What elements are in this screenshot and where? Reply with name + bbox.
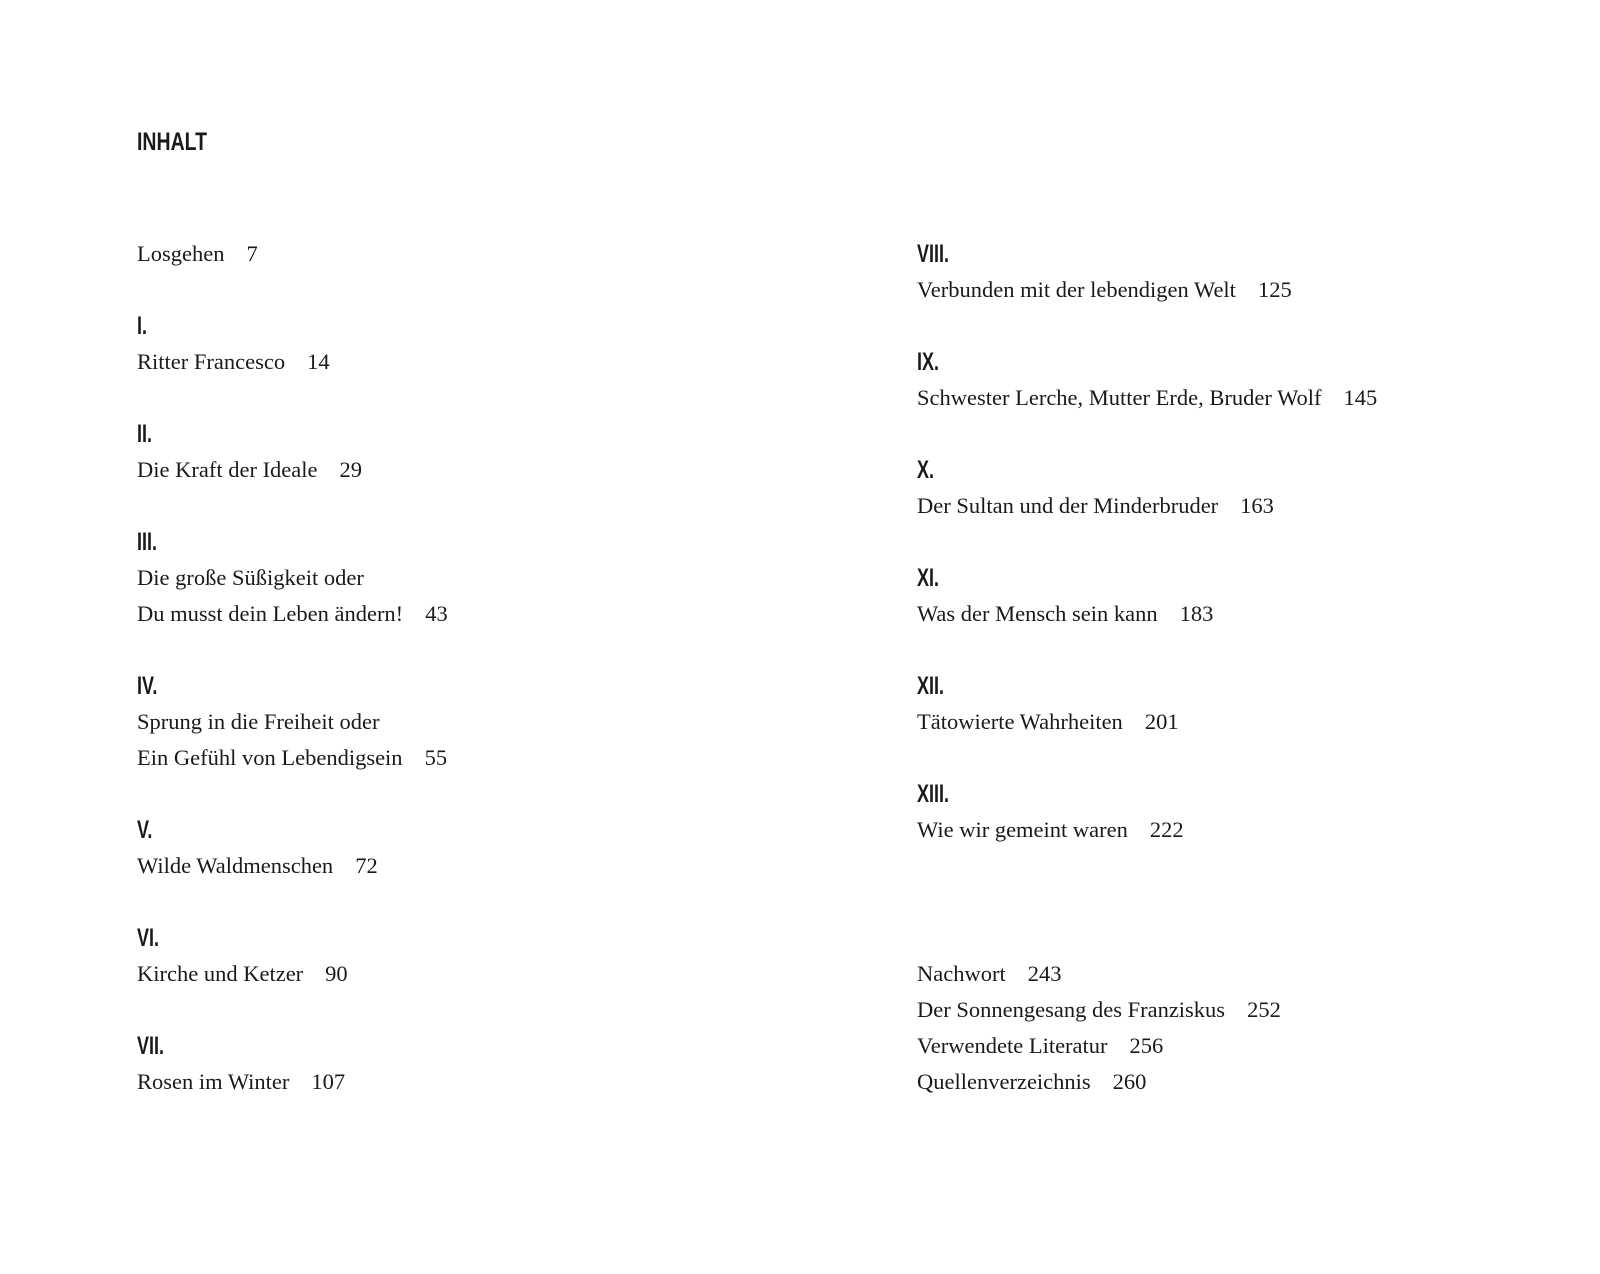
toc-entry-line (917, 704, 1179, 740)
toc-entry-line (137, 452, 362, 488)
toc-entry-line (137, 956, 348, 992)
toc-entry-line (137, 740, 447, 776)
chapter-title: Ein Gefühl von Lebendigsein (137, 745, 403, 770)
chapter-numeral: IX. (917, 348, 940, 376)
toc-entry-page: 7 (246, 241, 258, 266)
chapter-page: 43 (425, 601, 448, 626)
chapter-numeral: V. (137, 816, 153, 844)
toc-entry-line: Sprung in die Freiheit oder (137, 709, 380, 734)
appendix-page: 252 (1247, 997, 1281, 1022)
chapter-numeral: X. (917, 456, 935, 484)
appendix-entry (917, 992, 1281, 1028)
chapter-title: Der Sultan und der Minderbruder (917, 493, 1219, 518)
chapter-page: 90 (325, 961, 348, 986)
toc-chapter-3 (137, 524, 448, 632)
chapter-title: Tätowierte Wahrheiten (917, 709, 1123, 734)
chapter-page: 201 (1144, 709, 1179, 734)
chapter-page: 125 (1257, 277, 1292, 302)
chapter-numeral: IV. (137, 672, 158, 700)
toc-appendix (917, 956, 1281, 1100)
chapter-numeral: XII. (917, 672, 945, 700)
toc-chapter-11 (917, 560, 1213, 632)
toc-chapter-9 (917, 344, 1377, 416)
toc-entry-line (137, 344, 330, 380)
chapter-page: 55 (424, 745, 448, 770)
chapter-title: Wilde Waldmenschen (137, 853, 334, 878)
chapter-title: Schwester Lerche, Mutter Erde, Bruder Wolf (917, 385, 1322, 410)
toc-entry-line (917, 272, 1292, 308)
toc-entry-line: Die große Süßigkeit oder (137, 565, 364, 590)
chapter-page: 145 (1343, 385, 1378, 410)
toc-chapter-7 (137, 1028, 345, 1100)
chapter-title: Rosen im Winter (137, 1069, 290, 1094)
chapter-numeral: I. (137, 312, 148, 340)
toc-chapter-5 (137, 812, 378, 884)
toc-entry-line (137, 596, 448, 632)
chapter-page: 107 (311, 1069, 346, 1094)
toc-entry-line (917, 812, 1184, 848)
toc-entry-line (137, 236, 258, 272)
toc-chapter-4 (137, 668, 447, 776)
toc-entry-line (917, 488, 1274, 524)
chapter-numeral: II. (137, 420, 153, 448)
chapter-title: Kirche und Ketzer (137, 961, 304, 986)
chapter-page: 72 (355, 853, 378, 878)
chapter-title: Die Kraft der Ideale (137, 457, 318, 482)
chapter-page: 183 (1179, 601, 1214, 626)
toc-chapter-12 (917, 668, 1179, 740)
appendix-page: 260 (1112, 1069, 1147, 1094)
chapter-page: 29 (339, 457, 363, 482)
chapter-page: 222 (1149, 817, 1184, 842)
chapter-title: Ritter Francesco (137, 349, 286, 374)
toc-entry-line (917, 380, 1377, 416)
chapter-page: 163 (1240, 493, 1274, 518)
chapter-numeral: VI. (137, 924, 160, 952)
chapter-numeral: XI. (917, 564, 940, 592)
appendix-entry (917, 1028, 1281, 1064)
chapter-numeral: III. (137, 528, 158, 556)
toc-chapter-1 (137, 308, 330, 380)
appendix-page: 256 (1129, 1033, 1164, 1058)
chapter-numeral: XIII. (917, 780, 950, 808)
chapter-title: Was der Mensch sein kann (917, 601, 1158, 626)
chapter-title: Verbunden mit der lebendigen Welt (917, 277, 1236, 302)
toc-entry-title: Losgehen (137, 241, 225, 266)
toc-chapter-6 (137, 920, 348, 992)
chapter-numeral: VII. (137, 1032, 165, 1060)
appendix-title: Nachwort (917, 961, 1006, 986)
appendix-entry (917, 1064, 1281, 1100)
appendix-title: Verwendete Literatur (917, 1033, 1108, 1058)
appendix-page: 243 (1027, 961, 1062, 986)
chapter-title: Wie wir gemeint waren (917, 817, 1128, 842)
toc-entry-line (137, 848, 378, 884)
appendix-entry (917, 956, 1281, 992)
toc-entry-line (137, 1064, 345, 1100)
chapter-page: 14 (307, 349, 330, 374)
chapter-title: Du musst dein Leben ändern! (137, 601, 404, 626)
toc-chapter-13 (917, 776, 1184, 848)
toc-chapter-10 (917, 452, 1274, 524)
page-title: INHALT (137, 128, 208, 156)
toc-entry-line (917, 596, 1213, 632)
toc-entry-intro (137, 236, 258, 272)
toc-chapter-8 (917, 236, 1292, 308)
appendix-title: Quellenverzeichnis (917, 1069, 1091, 1094)
toc-chapter-2 (137, 416, 362, 488)
chapter-numeral: VIII. (917, 240, 950, 268)
appendix-title: Der Sonnengesang des Franziskus (917, 997, 1226, 1022)
